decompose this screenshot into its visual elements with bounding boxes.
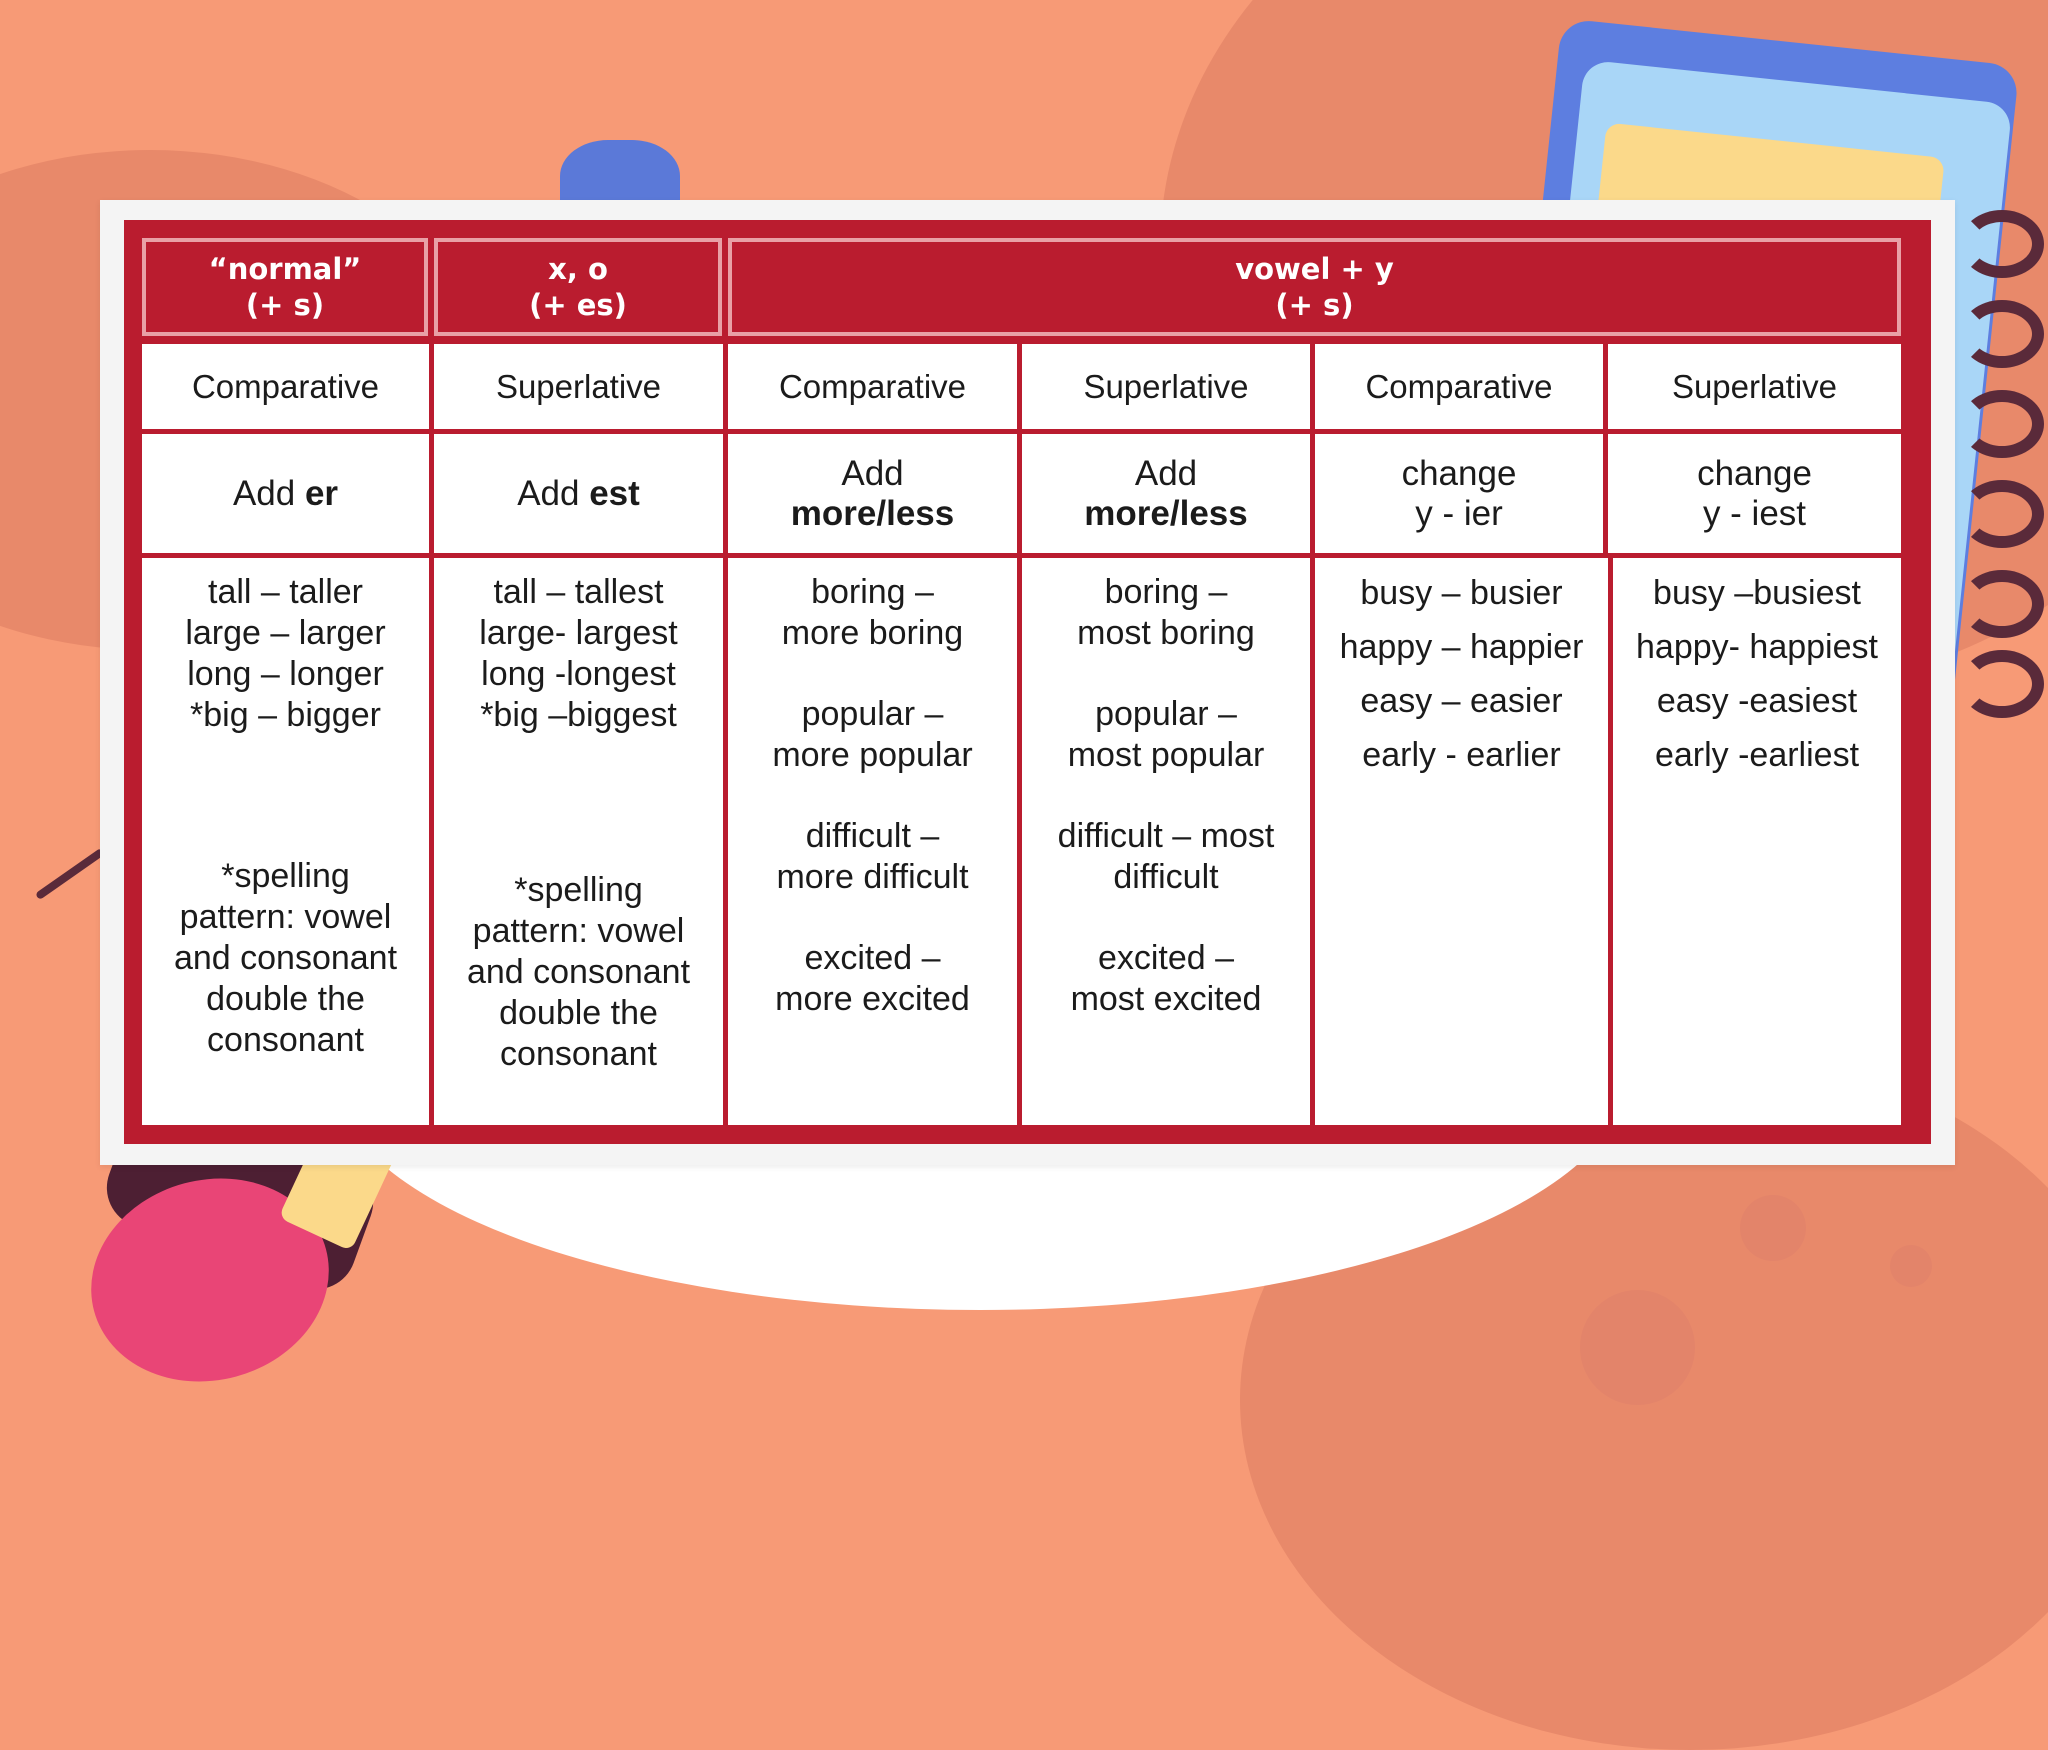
example-line: excited – <box>1097 939 1235 977</box>
subheader-cell: Superlative <box>1022 344 1310 429</box>
example-line: early -earliest <box>1654 736 1860 774</box>
example-line: more popular <box>772 736 973 774</box>
example-line: boring – <box>1104 573 1228 611</box>
examples-cell <box>1022 558 1310 1125</box>
rule-cell <box>1608 434 1901 553</box>
examples-cell <box>728 558 1017 1125</box>
example-line: more difficult <box>776 858 969 896</box>
header-xo-title: x, o <box>548 252 608 286</box>
header-vowel-y <box>728 238 1901 336</box>
example-line: boring – <box>811 573 934 611</box>
example-line: busy – busier <box>1360 574 1563 612</box>
notebook-ring <box>1960 300 2044 368</box>
decor-circle <box>1890 1245 1932 1287</box>
spelling-note-line: *spelling <box>221 857 350 895</box>
rule-cell <box>728 434 1017 553</box>
example-line: most excited <box>1070 980 1262 1018</box>
notebook-ring <box>1960 650 2044 718</box>
header-xo <box>434 238 722 336</box>
examples-cell <box>1315 558 1608 1125</box>
comparative-superlative-table <box>142 234 1913 1130</box>
rule-suffix: y - iest <box>1702 493 1807 533</box>
example-line: busy –busiest <box>1653 574 1861 612</box>
notebook-ring <box>1960 480 2044 548</box>
rule-cell <box>1315 434 1603 553</box>
example-line: happy- happiest <box>1636 628 1878 666</box>
notebook-ring <box>1960 210 2044 278</box>
table-frame <box>124 220 1931 1144</box>
examples-cell <box>142 558 429 1125</box>
header-normal <box>142 238 428 336</box>
spelling-note-line: double the <box>206 980 365 1018</box>
rule-cell <box>434 434 723 553</box>
examples-cell <box>434 558 723 1125</box>
example-line: most popular <box>1067 736 1265 774</box>
example-line: popular – <box>1095 695 1237 733</box>
example-line: happy – happier <box>1339 628 1584 666</box>
example-line: *big – bigger <box>190 696 381 734</box>
subheader-cell: Comparative <box>1315 344 1603 429</box>
example-line: large- largest <box>479 614 678 652</box>
example-line: more boring <box>781 614 964 652</box>
example-line: early - earlier <box>1362 736 1561 774</box>
rule-prefix: Add <box>841 453 904 493</box>
header-normal-title: “normal” <box>208 252 362 286</box>
example-line: large – larger <box>185 614 386 652</box>
header-vowel-y-suffix: (+ s) <box>1275 288 1354 322</box>
examples-cell <box>1608 558 1901 1125</box>
rule-text: Add er <box>232 473 339 513</box>
rule-suffix: more/less <box>1084 493 1248 533</box>
spelling-note-line: *spelling <box>514 871 643 909</box>
rule-suffix: more/less <box>790 493 955 533</box>
spelling-note-line: consonant <box>500 1035 657 1073</box>
spelling-note-line: pattern: vowel <box>179 898 392 936</box>
example-line: easy – easier <box>1360 682 1563 720</box>
header-vowel-y-title: vowel + y <box>1235 252 1394 286</box>
example-line: difficult – <box>805 817 940 855</box>
decor-circle <box>1580 1290 1695 1405</box>
example-line: tall – taller <box>208 573 363 611</box>
squiggle-decoration <box>35 848 105 900</box>
example-line: difficult <box>1113 858 1219 896</box>
example-line: most boring <box>1077 614 1255 652</box>
notebook-ring <box>1960 570 2044 638</box>
example-line: excited – <box>804 939 941 977</box>
rule-prefix: change <box>1697 453 1812 493</box>
spelling-note-line: consonant <box>207 1021 364 1059</box>
rule-suffix: est <box>589 473 640 513</box>
rule-cell <box>142 434 429 553</box>
spelling-note-line: double the <box>499 994 658 1032</box>
example-line: long -longest <box>481 655 676 693</box>
rule-prefix: change <box>1401 453 1517 493</box>
rule-suffix: er <box>304 473 339 513</box>
subheader-cell: Comparative <box>728 344 1017 429</box>
spelling-note-line: and consonant <box>466 953 691 991</box>
rule-suffix: y - ier <box>1415 493 1503 533</box>
example-line: more excited <box>775 980 970 1018</box>
notebook-ring <box>1960 390 2044 458</box>
header-xo-suffix: (+ es) <box>529 288 627 322</box>
table-card <box>100 200 1955 1165</box>
header-normal-suffix: (+ s) <box>245 288 325 322</box>
rule-prefix: Add <box>1134 453 1198 493</box>
example-line: easy -easiest <box>1656 682 1858 720</box>
example-line: difficult – most <box>1057 817 1275 855</box>
decor-circle <box>1740 1195 1806 1261</box>
subheader-cell: Superlative <box>1608 344 1901 429</box>
spelling-note-line: and consonant <box>173 939 398 977</box>
subheader-cell: Superlative <box>434 344 723 429</box>
spelling-note-line: pattern: vowel <box>472 912 685 950</box>
subheader-cell: Comparative <box>142 344 429 429</box>
example-line: *big –biggest <box>480 696 677 734</box>
example-line: tall – tallest <box>493 573 664 611</box>
rule-text: Add est <box>517 473 640 513</box>
example-line: long – longer <box>187 655 384 693</box>
rule-cell <box>1022 434 1310 553</box>
example-line: popular – <box>801 695 944 733</box>
